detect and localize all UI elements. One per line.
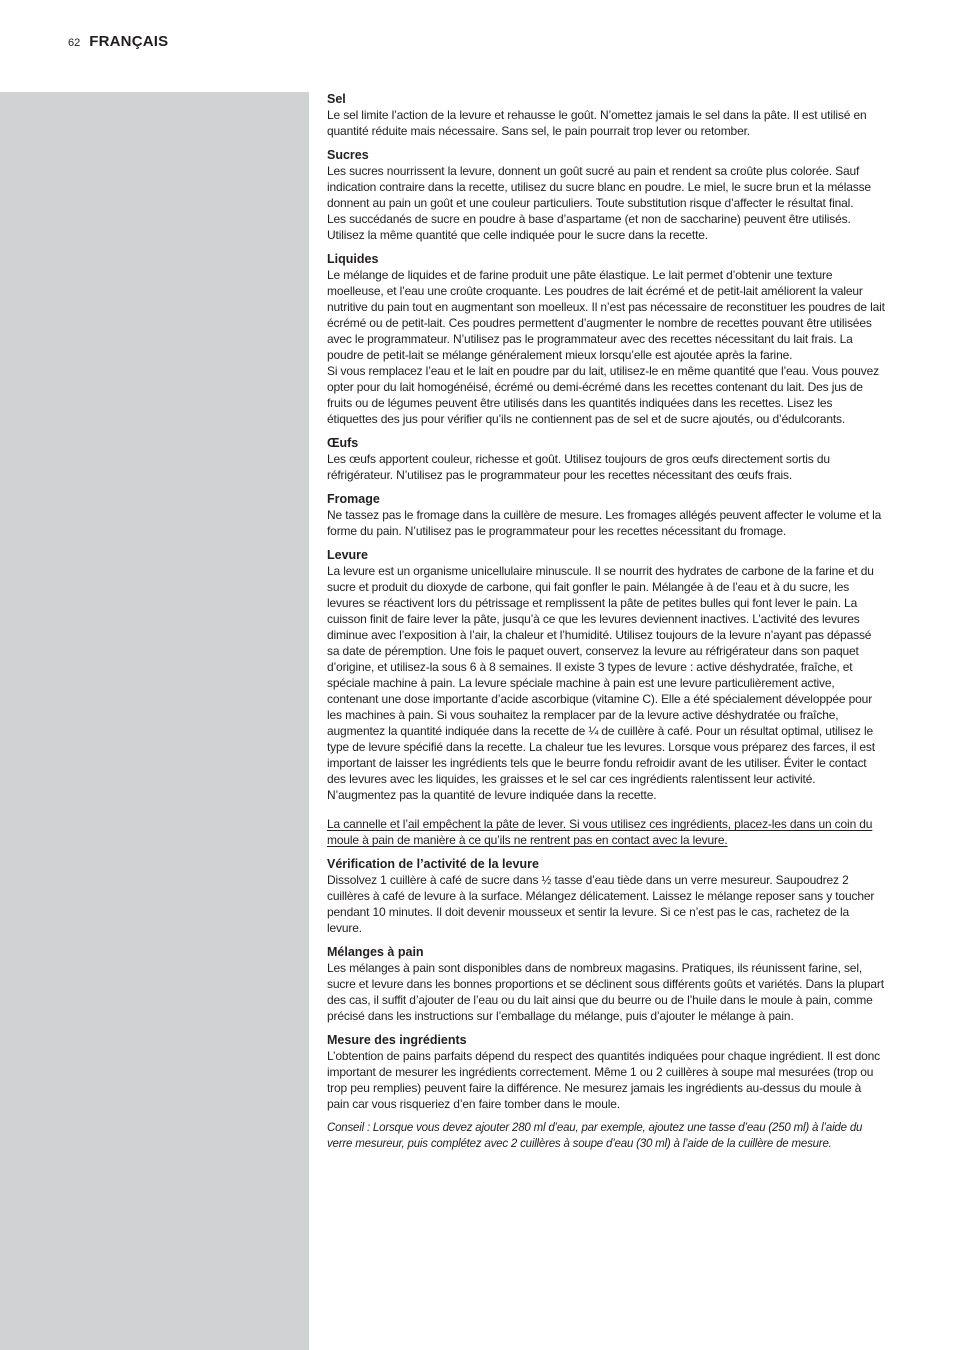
section-title: Œufs <box>327 436 359 450</box>
section-title: Liquides <box>327 252 379 266</box>
section-sucres <box>327 147 886 243</box>
notice-text: La cannelle et l’ail empêchent la pâte de lever. Si vous utilisez ces ingrédients, placez-les dans un coin du moule à pain de manière à ce qu’ils ne rentrent pas en contact avec la levure. <box>327 817 873 847</box>
paragraph: Le mélange de liquides et de farine produit une pâte élastique. Le lait permet d’obtenir une texture moelleuse, et l’eau une croûte croquante. Les poudres de lait écrémé et de petit-lait améliorent la valeur nutritive du pain tout en augmentant son moelleux. Il n’est pas nécessaire de reconstituer les poudres de lait écrémé ou de petit-lait. Ces poudres permettent d’augmenter le nombre de recettes pouvant être utilisées avec le programmateur. N’utilisez pas le programmateur avec des recettes nécessitant du lait frais. La poudre de petit-lait se mélange généralement mieux lorsqu’elle est ajoutée après la farine. <box>327 268 885 362</box>
section-title: Mélanges à pain <box>327 945 424 959</box>
section-title: Mesure des ingrédients <box>327 1033 467 1047</box>
paragraph: Les mélanges à pain sont disponibles dans de nombreux magasins. Pratiques, ils réunissent farine, sel, sucre et levure dans les bonnes proportions et se déclinent sous différents goûts et variétés. Dans la plupart des cas, il suffit d’ajouter de l’eau ou du lait ainsi que du beurre ou de l’huile dans le moule à pain, comme précisé dans les instructions sur l’emballage du mélange, puis d’ajouter le mélange à pain. <box>327 961 884 1023</box>
tip-text: Conseil : Lorsque vous devez ajouter 280 ml d’eau, par exemple, ajoutez une tasse d’eau (250 ml) à l’aide du verre mesureur, puis complétez avec 2 cuillères à soupe d’eau (30 ml) à l’aide de la cuillère de mesure. <box>327 1122 863 1150</box>
paragraph: Les succédanés de sucre en poudre à base d’aspartame (et non de saccharine) peuvent être utilisés. Utilisez la même quantité que celle indiquée pour le sucre dans la recette. <box>327 212 851 242</box>
paragraph: Les sucres nourrissent la levure, donnent un goût sucré au pain et rendent sa croûte plus colorée. Sauf indication contraire dans la recette, utilisez du sucre blanc en poudre. Le miel, le sucre brun et la mélasse donnent au pain un goût et une couleur particuliers. Toute substitution risque d’affecter le résultat final. <box>327 164 871 210</box>
paragraph: Ne tassez pas le fromage dans la cuillère de mesure. Les fromages allégés peuvent affecter le volume et la forme du pain. N’utilisez pas le programmateur pour les recettes nécessitant du fromage. <box>327 508 882 538</box>
section-title: Vérification de l’activité de la levure <box>327 857 539 871</box>
section-sel <box>327 91 886 139</box>
section-title: Fromage <box>327 492 380 506</box>
section-fromage <box>327 491 886 539</box>
section-title: Levure <box>327 548 368 562</box>
language-title: FRANÇAIS <box>89 33 169 50</box>
paragraph: Dissolvez 1 cuillère à café de sucre dans ½ tasse d’eau tiède dans un verre mesureur. Saupoudrez 2 cuillères à café de levure à la surface. Mélangez délicatement. Laissez le mélange reposer sans y toucher pendant 10 minutes. Il doit devenir mousseux et sentir la levure. Si ce n’est pas le cas, rachetez de la levure. <box>327 873 875 935</box>
section-title: Sucres <box>327 148 369 162</box>
main-content <box>327 91 886 1152</box>
section-oeufs <box>327 435 886 483</box>
paragraph: L’obtention de pains parfaits dépend du respect des quantités indiquées pour chaque ingrédient. Il est donc important de mesurer les ingrédients correctement. Même 1 ou 2 cuillères à soupe mal mesurées (trop ou trop peu remplies) peuvent faire la différence. Ne mesurez jamais les ingrédients au-dessus du moule à pain car vous risqueriez d’en faire tomber dans le moule. <box>327 1049 881 1111</box>
section-liquides <box>327 251 886 427</box>
section-verification-levure <box>327 856 886 936</box>
section-mesure-ingredients <box>327 1032 886 1112</box>
paragraph: Le sel limite l’action de la levure et rehausse le goût. N’omettez jamais le sel dans la pâte. Il est utilisé en quantité réduite mais nécessaire. Sans sel, le pain pourrait trop lever ou retomber. <box>327 108 867 138</box>
page-header <box>68 33 168 50</box>
section-title: Sel <box>327 92 346 106</box>
section-melanges-a-pain <box>327 944 886 1024</box>
section-levure <box>327 547 886 803</box>
paragraph: Les œufs apportent couleur, richesse et goût. Utilisez toujours de gros œufs directement sortis du réfrigérateur. N’utilisez pas le programmateur pour les recettes nécessitant des œufs frais. <box>327 452 830 482</box>
margin-panel <box>0 92 309 1350</box>
paragraph: Si vous remplacez l’eau et le lait en poudre par du lait, utilisez-le en même quantité que l’eau. Vous pouvez opter pour du lait homogénéisé, écrémé ou demi-écrémé dans les recettes contenant du lait. Des jus de fruits ou de légumes peuvent être utilisés dans les quantités indiquées dans les recettes. Lisez les étiquettes des jus pour vérifier qu’ils ne contiennent pas de sel et de sucre ajoutés, ou d’édulcorants. <box>327 364 879 426</box>
page-number: 62 <box>68 37 81 49</box>
paragraph: La levure est un organisme unicellulaire minuscule. Il se nourrit des hydrates de carbone de la farine et du sucre et produit du dioxyde de carbone, qui fait gonfler le pain. Mélangée à de l’eau et à du sucre, les levures se réactivent lors du pétrissage et remplissent la pâte de petites bulles qui font lever le pain. La cuisson finit de faire lever la pâte, jusqu’à ce que les levures deviennent inactives. L’activité des levures diminue avec l’exposition à l’air, la chaleur et l’humidité. Utilisez toujours de la levure n’ayant pas dépassé sa date de péremption. Une fois le paquet ouvert, conservez la levure au réfrigérateur dans son paquet d’origine, et utilisez-la sous 6 à 8 semaines. Il existe 3 types de levure : active déshydratée, fraîche, et spéciale machine à pain. La levure spéciale machine à pain est une levure particulièrement active, contenant une dose importante d’acide ascorbique (vitamine C). Elle a été spécialement développée pour les machines à pain. Si vous souhaitez la remplacer par de la levure active déshydratée ou fraîche, augmentez la quantité indiquée dans la recette de ¼ de cuillère à café. Pour un résultat optimal, utilisez le type de levure spécifié dans la recette. La chaleur tue les levures. Lorsque vous préparez des farces, il est important de laisser les ingrédients tels que le beurre fondu refroidir avant de les utiliser. Éviter le contact des levures avec les liquides, les graisses et le sel car ces ingrédients ralentissent leur activité. N’augmentez pas la quantité de levure indiquée dans la recette. <box>327 564 875 802</box>
